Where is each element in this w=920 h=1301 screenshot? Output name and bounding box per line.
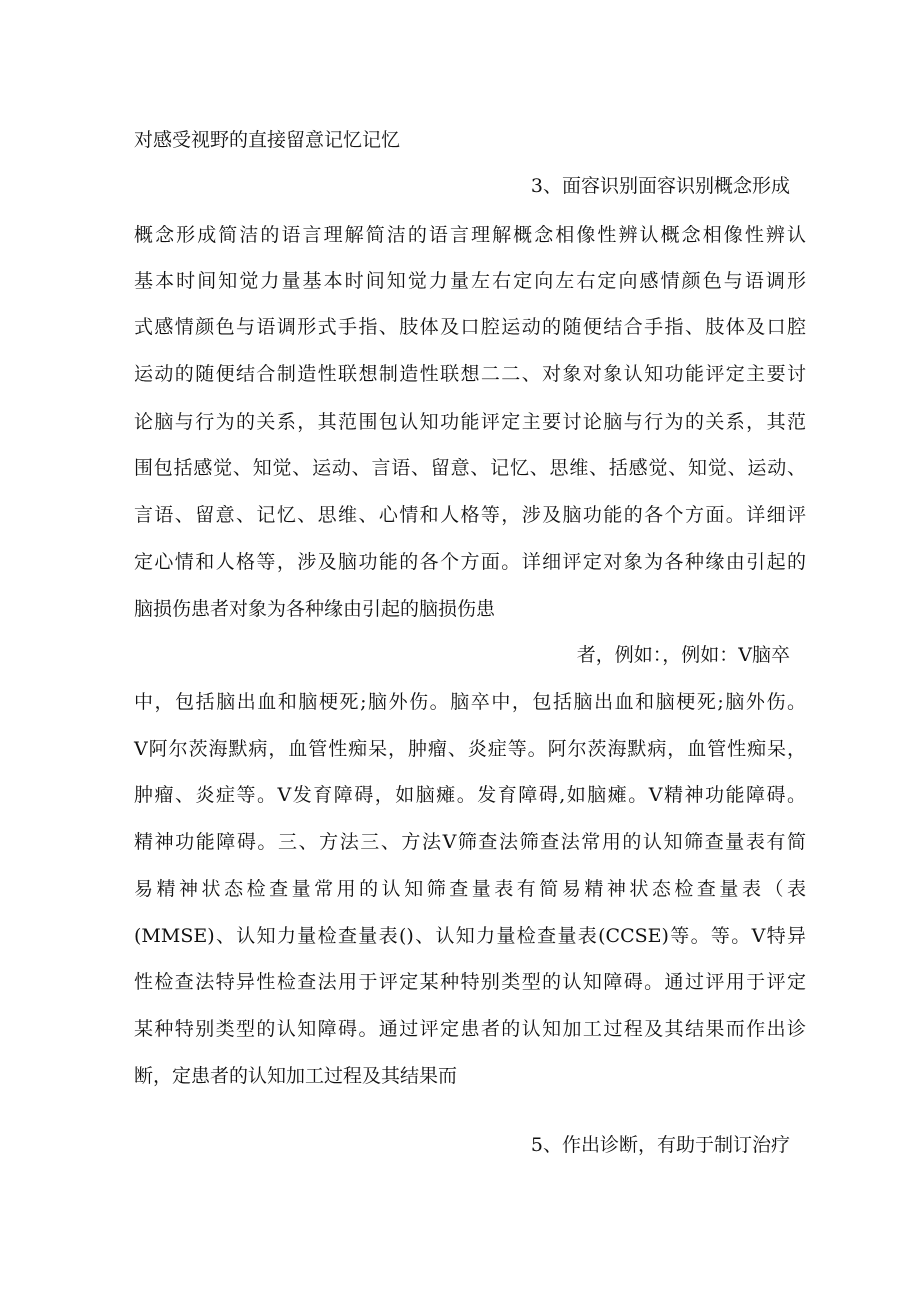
text-line: 某种特别类型的认知障碍。通过评定患者的认知加工过程及其结果而作出诊 xyxy=(134,1018,806,1040)
text-line: 5、作出诊断，有助于制订治疗 xyxy=(530,1134,790,1156)
text-line: 者，例如：，例如：V脑卒 xyxy=(576,644,790,666)
text-line: 论脑与行为的关系，其范围包认知功能评定主要讨论脑与行为的关系，其范 xyxy=(134,411,806,433)
text-line: 基本时间知觉力量基本时间知觉力量左右定向左右定向感情颜色与语调形 xyxy=(134,270,806,292)
text-line: 运动的随便结合制造性联想制造性联想二二、对象对象认知功能评定主要讨 xyxy=(134,363,806,385)
text-line: 定心情和人格等，涉及脑功能的各个方面。详细评定对象为各种缘由引起的 xyxy=(134,551,806,573)
text-line: 中，包括脑出血和脑梗死;脑外伤。脑卒中，包括脑出血和脑梗死;脑外伤。 xyxy=(134,691,806,713)
text-line: 式感情颜色与语调形式手指、肢体及口腔运动的随便结合手指、肢体及口腔 xyxy=(134,316,806,338)
text-line: 肿瘤、炎症等。V发育障碍，如脑瘫。发育障碍,如脑瘫。V精神功能障碍。 xyxy=(134,784,806,806)
text-line: 脑损伤患者对象为各种缘由引起的脑损伤患 xyxy=(134,598,496,620)
text-line: 3、面容识别面容识别概念形成 xyxy=(530,175,790,197)
text-line: (MMSE)、认知力量检查量表()、认知力量检查量表(CCSE)等。等。V特异 xyxy=(134,925,806,947)
text-line: 概念形成简洁的语言理解简洁的语言理解概念相像性辨认概念相像性辨认 xyxy=(134,224,806,246)
text-line: 言语、留意、记忆、思维、心情和人格等，涉及脑功能的各个方面。详细评 xyxy=(134,504,806,526)
text-line: V阿尔茨海默病，血管性痴呆，肿瘤、炎症等。阿尔茨海默病，血管性痴呆， xyxy=(134,738,806,760)
text-line: 精神功能障碍。三、方法三、方法V筛查法筛查法常用的认知筛查量表有简 xyxy=(134,831,806,853)
text-line: 围包括感觉、知觉、运动、言语、留意、记忆、思维、括感觉、知觉、运动、 xyxy=(134,457,806,479)
text-line: 性检查法特异性检查法用于评定某种特别类型的认知障碍。通过评用于评定 xyxy=(134,971,806,993)
text-line: 对感受视野的直接留意记忆记忆 xyxy=(134,129,401,151)
text-line: 易精神状态检查量常用的认知筛查量表有简易精神状态检查量表（表 xyxy=(134,878,806,900)
text-line: 断，定患者的认知加工过程及其结果而 xyxy=(134,1065,458,1087)
